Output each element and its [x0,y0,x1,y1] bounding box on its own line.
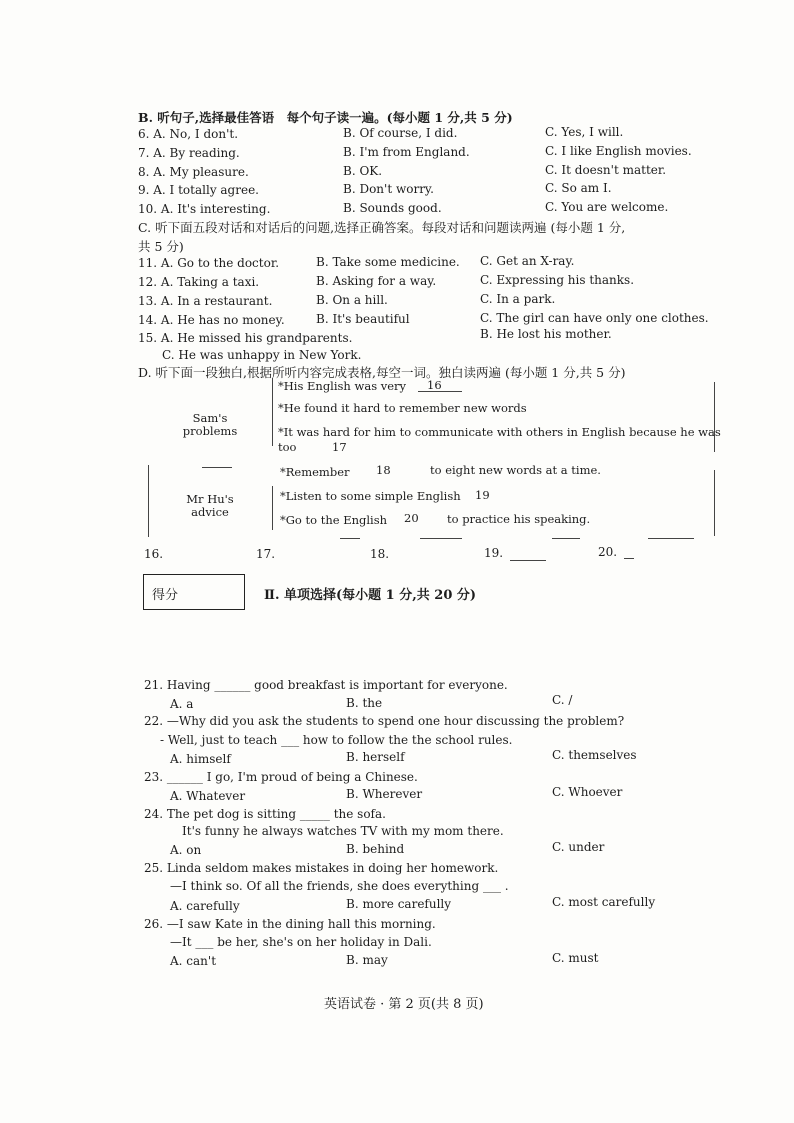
score-box [143,574,245,610]
q24-a: A. on [170,843,202,857]
section-b-q6-option-a: 6. A. No, I don't. [138,127,239,141]
q21-a: A. a [170,697,194,711]
answer-20: 20. [598,545,618,559]
q21-stem: 21. Having ______ good breakfast is important for everyone. [144,678,508,692]
section-c-q14-option-b: B. It's beautiful [316,312,410,326]
advice-2: *Listen to some simple English [280,489,461,503]
section-c-q14-option-a: 14. A. He has no money. [138,313,285,327]
section-c-heading-cont: 共 5 分) [138,239,184,254]
problem-3: *It was hard for him to communicate with others in English because he was [278,425,721,439]
section-c-q12-option-b: B. Asking for a way. [316,274,437,288]
score-label: 得分 [152,588,179,603]
section-c-q11-option-a: 11. A. Go to the doctor. [138,256,280,270]
section-b-q7-option-a: 7. A. By reading. [138,146,240,160]
q23-b: B. Wherever [346,787,423,801]
answer-19: 19. [484,546,504,560]
section-b-q9-option-b: B. Don't worry. [343,182,434,196]
section-b-q8-option-b: B. OK. [343,164,383,178]
section-b-q7-option-c: C. I like English movies. [545,144,692,158]
q22-reply: - Well, just to teach ___ how to follow the the school rules. [160,733,513,747]
blank-19: 19 [475,488,490,502]
advice-3: *Go to the English [280,513,388,527]
q25-b: B. more carefully [346,897,452,911]
blank-16: 16 [427,378,442,392]
q26-a: A. can't [170,954,217,968]
q26-stem: 26. —I saw Kate in the dining hall this morning. [144,917,436,931]
q25-c: C. most carefully [552,895,656,909]
section-c-q11-option-c: C. Get an X-ray. [480,254,575,268]
q15-a: 15. A. He missed his grandparents. [138,331,353,345]
part-2-heading: Ⅱ. 单项选择(每小题 1 分,共 20 分) [264,588,477,603]
q24-cont: It's funny he always watches TV with my mom there. [182,824,504,838]
section-b-q8-option-c: C. It doesn't matter. [545,163,667,177]
section-c-heading: C. 听下面五段对话和对话后的问题,选择正确答案。每段对话和问题读两遍 (每小题 1 分, [138,220,626,235]
q22-b: B. herself [346,750,405,764]
q26-c: C. must [552,951,599,965]
section-c-q12-option-a: 12. A. Taking a taxi. [138,275,260,289]
section-b-q8-option-a: 8. A. My pleasure. [138,165,249,179]
q25-reply: —I think so. Of all the friends, she does everything ___ . [170,879,509,893]
q22-stem: 22. —Why did you ask the students to spend one hour discussing the problem? [144,714,625,728]
q21-c: C. / [552,693,573,707]
q24-b: B. behind [346,842,405,856]
q25-a: A. carefully [170,899,240,913]
q22-c: C. themselves [552,748,637,762]
answer-16: 16. [144,547,164,561]
q24-c: C. under [552,840,605,854]
advice-1-end: to eight new words at a time. [430,463,601,477]
mr-hu-advice-label: Mr Hu's advice [186,492,234,519]
problem-2: *He found it hard to remember new words [278,401,527,415]
q22-a: A. himself [170,752,231,766]
q23-c: C. Whoever [552,785,623,799]
section-d-heading: D. 听下面一段独白,根据所听内容完成表格,每空一词。独白读两遍 (每小题 1 分,共 5 分) [138,365,626,380]
advice-3-end: to practice his speaking. [447,512,591,526]
section-b-q9-option-a: 9. A. I totally agree. [138,183,259,197]
answer-17: 17. [256,547,276,561]
q15-c: C. He was unhappy in New York. [162,348,362,362]
section-b-heading: B. 听句子,选择最佳答语 每个句子读一遍。(每小题 1 分,共 5 分) [138,110,513,125]
section-b-q10-option-a: 10. A. It's interesting. [138,202,271,216]
section-b-q7-option-b: B. I'm from England. [343,145,470,159]
q26-reply: —It ___ be her, she's on her holiday in Dali. [170,935,432,949]
page-footer: 英语试卷 · 第 2 页(共 8 页) [324,997,484,1012]
answer-18: 18. [370,547,390,561]
advice-1: *Remember [280,465,350,479]
section-b-q9-option-c: C. So am I. [545,181,612,195]
section-c-q14-option-c: C. The girl can have only one clothes. [480,311,709,325]
section-c-q11-option-b: B. Take some medicine. [316,255,460,269]
blank-18: 18 [376,463,391,477]
q21-b: B. the [346,696,383,710]
problem-3-too: too [278,440,297,454]
problem-1: *His English was very [278,379,407,393]
section-b-q10-option-c: C. You are welcome. [545,200,669,214]
q23-a: A. Whatever [170,789,246,803]
q23-stem: 23. ______ I go, I'm proud of being a Chinese. [144,770,418,784]
blank-17: 17 [332,440,347,454]
section-b-q6-option-c: C. Yes, I will. [545,125,624,139]
section-c-q13-option-a: 13. A. In a restaurant. [138,294,273,308]
q15-b: B. He lost his mother. [480,327,612,341]
section-c-q13-option-c: C. In a park. [480,292,556,306]
section-b-q10-option-b: B. Sounds good. [343,201,442,215]
q24-stem: 24. The pet dog is sitting _____ the sofa. [144,807,386,821]
section-c-q12-option-c: C. Expressing his thanks. [480,273,635,287]
section-b-q6-option-b: B. Of course, I did. [343,126,458,140]
section-c-q13-option-b: B. On a hill. [316,293,388,307]
q26-b: B. may [346,953,388,967]
sams-problems-label: Sam's problems [182,411,238,438]
q25-stem: 25. Linda seldom makes mistakes in doing her homework. [144,861,499,875]
blank-20: 20 [404,511,419,525]
